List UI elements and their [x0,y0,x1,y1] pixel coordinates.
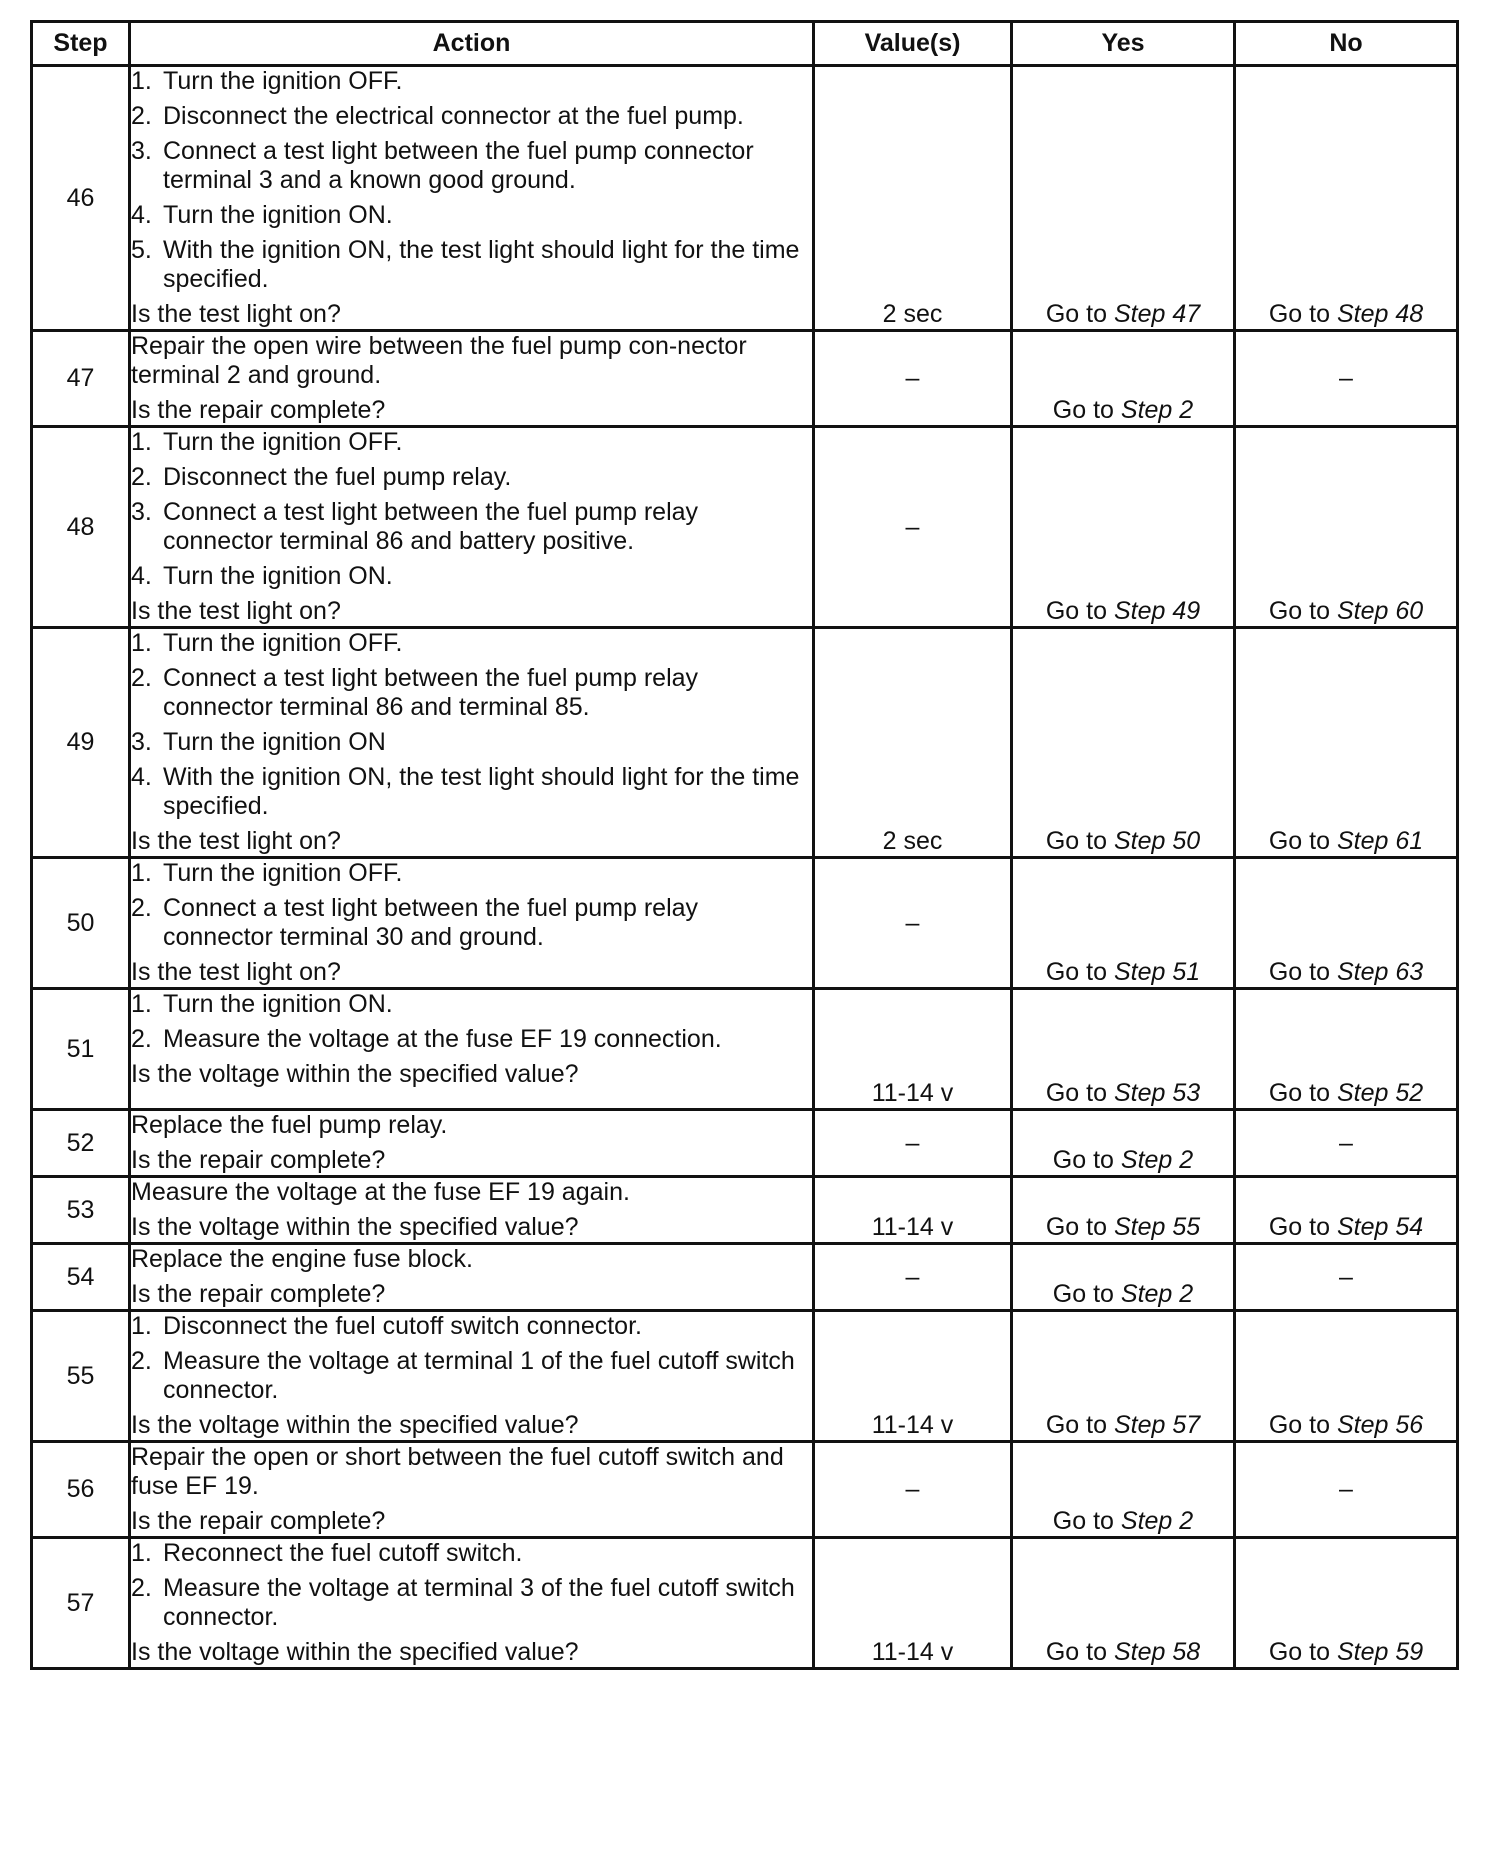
goto-step-ref: Step 51 [1113,958,1201,986]
action-question: Is the repair complete? [131,1280,386,1308]
action-steps-list [131,428,812,591]
action-step-item [131,664,812,722]
goto-prefix: Go to [1045,1638,1107,1666]
action-question: Is the repair complete? [131,1507,386,1535]
table-row [32,427,1458,628]
header-step: Step [32,22,130,66]
table-row [32,331,1458,427]
goto-step-ref: Step 48 [1336,300,1424,328]
goto-step-link[interactable] [1046,300,1200,329]
action-question: Is the test light on? [131,597,341,625]
no-cell [1235,1177,1458,1244]
action-step-item [131,629,812,658]
action-step-text: With the ignition ON, the test light should light for the time specified. [163,236,800,293]
action-step-number: 1. [131,990,152,1018]
action-step-text: Turn the ignition ON [163,728,386,756]
goto-prefix: Go to [1045,300,1107,328]
goto-step-ref: Step 52 [1336,1079,1424,1107]
no-cell: – [1235,1110,1458,1177]
value-cell: – [814,1442,1012,1538]
action-step-text: Measure the voltage at terminal 1 of the fuel cutoff switch connector. [163,1347,795,1404]
value-cell: 11-14 v [814,989,1012,1110]
goto-prefix: Go to [1045,827,1107,855]
action-question: Is the test light on? [131,827,341,855]
action-steps-list [131,629,812,821]
header-no: No [1235,22,1458,66]
yes-cell [1012,1177,1235,1244]
step-number: 46 [32,66,130,331]
action-step-text: Turn the ignition OFF. [163,428,403,456]
action-text: Measure the voltage at the fuse EF 19 again. [131,1178,630,1206]
action-step-number: 1. [131,67,152,95]
goto-prefix: Go to [1052,1280,1114,1308]
action-step-text: Turn the ignition ON. [163,990,393,1018]
value-cell: 2 sec [814,66,1012,331]
yes-cell [1012,1244,1235,1311]
action-step-item [131,1347,812,1405]
action-step-item [131,102,812,131]
goto-step-link[interactable] [1269,827,1423,856]
goto-step-ref: Step 54 [1336,1213,1424,1241]
table-body [32,66,1458,1669]
goto-prefix: Go to [1268,1213,1330,1241]
goto-step-link[interactable] [1046,1213,1200,1242]
action-step-text: Turn the ignition ON. [163,201,393,229]
step-number: 57 [32,1538,130,1669]
goto-step-link[interactable] [1053,1146,1193,1175]
goto-step-ref: Step 58 [1113,1638,1201,1666]
yes-cell [1012,1442,1235,1538]
table-row [32,989,1458,1110]
action-steps-list [131,67,812,294]
no-cell [1235,1311,1458,1442]
action-text: Replace the fuel pump relay. [131,1111,448,1139]
action-cell [130,989,814,1110]
table-row [32,1177,1458,1244]
action-step-text: With the ignition ON, the test light should light for the time specified. [163,763,800,820]
table-row [32,1244,1458,1311]
action-cell [130,331,814,427]
action-step-item [131,1312,812,1341]
goto-step-ref: Step 2 [1120,1280,1194,1308]
yes-cell [1012,427,1235,628]
action-step-item [131,201,812,230]
goto-step-ref: Step 56 [1336,1411,1424,1439]
goto-step-ref: Step 50 [1113,827,1201,855]
value-cell: 11-14 v [814,1177,1012,1244]
action-step-item [131,990,812,1019]
step-number: 55 [32,1311,130,1442]
goto-prefix: Go to [1052,1146,1114,1174]
action-step-number: 3. [131,728,152,756]
goto-prefix: Go to [1268,1411,1330,1439]
action-question: Is the repair complete? [131,1146,386,1174]
value-cell: – [814,1244,1012,1311]
table-row [32,1311,1458,1442]
table-row [32,66,1458,331]
goto-prefix: Go to [1268,958,1330,986]
yes-cell [1012,1311,1235,1442]
goto-step-link[interactable] [1269,1213,1423,1242]
action-question: Is the voltage within the specified value? [131,1213,579,1241]
goto-step-link[interactable] [1269,1638,1423,1667]
action-step-item [131,67,812,96]
action-step-item [131,1574,812,1632]
step-number: 47 [32,331,130,427]
yes-cell [1012,858,1235,989]
action-cell [130,66,814,331]
table-row [32,1538,1458,1669]
goto-step-link[interactable] [1046,827,1200,856]
yes-cell [1012,331,1235,427]
yes-cell [1012,628,1235,858]
action-step-item [131,562,812,591]
action-step-number: 4. [131,201,152,229]
no-cell [1235,858,1458,989]
action-step-number: 2. [131,102,152,130]
diagnostic-table [30,20,1459,1670]
action-cell [130,858,814,989]
goto-step-ref: Step 57 [1113,1411,1201,1439]
goto-prefix: Go to [1052,396,1114,424]
action-step-text: Disconnect the fuel pump relay. [163,463,512,491]
action-cell [130,628,814,858]
no-cell [1235,628,1458,858]
action-step-text: Measure the voltage at the fuse EF 19 connection. [163,1025,722,1053]
value-cell: 11-14 v [814,1311,1012,1442]
value-cell: – [814,1110,1012,1177]
action-cell [130,1311,814,1442]
goto-step-link[interactable] [1053,396,1193,425]
action-step-number: 4. [131,763,152,791]
action-question: Is the repair complete? [131,396,386,424]
action-question: Is the voltage within the specified value? [131,1060,579,1088]
action-step-item [131,498,812,556]
goto-step-link[interactable] [1053,1280,1193,1309]
action-step-text: Measure the voltage at terminal 3 of the fuel cutoff switch connector. [163,1574,795,1631]
action-step-text: Disconnect the fuel cutoff switch connector. [163,1312,642,1340]
action-question: Is the test light on? [131,300,341,328]
goto-step-ref: Step 2 [1120,1146,1194,1174]
step-number: 49 [32,628,130,858]
no-cell [1235,66,1458,331]
action-step-number: 1. [131,1312,152,1340]
goto-prefix: Go to [1052,1507,1114,1535]
goto-step-link[interactable] [1053,1507,1193,1536]
goto-step-ref: Step 53 [1113,1079,1201,1107]
goto-prefix: Go to [1268,827,1330,855]
header-row [32,22,1458,66]
step-number: 53 [32,1177,130,1244]
action-step-text: Turn the ignition OFF. [163,67,403,95]
goto-step-ref: Step 60 [1336,597,1424,625]
value-cell: 2 sec [814,628,1012,858]
step-number: 52 [32,1110,130,1177]
goto-prefix: Go to [1268,1638,1330,1666]
goto-step-ref: Step 59 [1336,1638,1424,1666]
goto-prefix: Go to [1045,1213,1107,1241]
goto-step-ref: Step 63 [1336,958,1424,986]
yes-cell [1012,989,1235,1110]
step-number: 54 [32,1244,130,1311]
action-steps-list [131,1312,812,1405]
goto-step-link[interactable] [1046,597,1200,626]
step-number: 56 [32,1442,130,1538]
action-step-number: 4. [131,562,152,590]
action-step-item [131,728,812,757]
no-cell [1235,989,1458,1110]
action-step-text: Connect a test light between the fuel pump connector terminal 3 and a known good ground. [163,137,754,194]
goto-step-ref: Step 2 [1120,396,1194,424]
action-cell [130,1538,814,1669]
goto-step-link[interactable] [1046,958,1200,987]
action-step-number: 5. [131,236,152,264]
action-step-number: 2. [131,1347,152,1375]
goto-prefix: Go to [1268,300,1330,328]
action-step-number: 2. [131,1574,152,1602]
action-step-text: Connect a test light between the fuel pump relay connector terminal 86 and terminal 85. [163,664,699,721]
value-cell: – [814,427,1012,628]
value-cell: 11-14 v [814,1538,1012,1669]
goto-step-link[interactable] [1269,597,1423,626]
action-step-text: Reconnect the fuel cutoff switch. [163,1539,523,1567]
action-question: Is the voltage within the specified value? [131,1638,579,1666]
goto-step-link[interactable] [1269,1079,1423,1108]
header-action: Action [130,22,814,66]
goto-step-ref: Step 61 [1336,827,1424,855]
goto-prefix: Go to [1268,1079,1330,1107]
no-cell [1235,427,1458,628]
goto-step-link[interactable] [1269,958,1423,987]
goto-prefix: Go to [1268,597,1330,625]
action-step-text: Disconnect the electrical connector at the fuel pump. [163,102,744,130]
yes-cell [1012,1538,1235,1669]
goto-step-ref: Step 47 [1113,300,1201,328]
step-number: 51 [32,989,130,1110]
action-text: Replace the engine fuse block. [131,1245,473,1273]
table-row [32,628,1458,858]
goto-prefix: Go to [1045,958,1107,986]
action-step-item [131,1025,812,1054]
action-steps-list [131,990,812,1054]
action-cell [130,1244,814,1311]
table-row [32,1442,1458,1538]
value-cell: – [814,858,1012,989]
action-step-text: Connect a test light between the fuel pump relay connector terminal 86 and battery positive. [163,498,699,555]
header-values: Value(s) [814,22,1012,66]
no-cell [1235,1538,1458,1669]
action-step-text: Turn the ignition OFF. [163,629,403,657]
no-cell: – [1235,1244,1458,1311]
action-step-item [131,428,812,457]
action-text: Repair the open wire between the fuel pump con-nector terminal 2 and ground. [131,332,747,389]
value-cell: – [814,331,1012,427]
goto-step-link[interactable] [1269,300,1423,329]
action-step-text: Turn the ignition ON. [163,562,393,590]
action-step-number: 1. [131,428,152,456]
table-row [32,1110,1458,1177]
action-step-item [131,763,812,821]
action-question: Is the voltage within the specified value? [131,1411,579,1439]
header-yes: Yes [1012,22,1235,66]
step-number: 50 [32,858,130,989]
yes-cell [1012,66,1235,331]
action-cell [130,1177,814,1244]
action-question: Is the test light on? [131,958,341,986]
action-step-number: 1. [131,1539,152,1567]
action-cell [130,1442,814,1538]
goto-step-ref: Step 49 [1113,597,1201,625]
action-step-number: 1. [131,629,152,657]
goto-step-link[interactable] [1269,1411,1423,1440]
action-step-number: 1. [131,859,152,887]
table-row [32,858,1458,989]
goto-step-link[interactable] [1046,1079,1200,1108]
action-step-number: 3. [131,137,152,165]
action-step-item [131,137,812,195]
yes-cell [1012,1110,1235,1177]
goto-prefix: Go to [1045,597,1107,625]
no-cell: – [1235,331,1458,427]
action-step-item [131,894,812,952]
action-step-item [131,463,812,492]
goto-prefix: Go to [1045,1079,1107,1107]
action-step-item [131,1539,812,1568]
goto-step-ref: Step 2 [1120,1507,1194,1535]
action-step-number: 2. [131,894,152,922]
action-steps-list [131,859,812,952]
action-step-number: 2. [131,1025,152,1053]
action-text: Repair the open or short between the fuel cutoff switch and fuse EF 19. [131,1443,784,1500]
goto-step-ref: Step 55 [1113,1213,1201,1241]
no-cell: – [1235,1442,1458,1538]
step-number: 48 [32,427,130,628]
action-cell [130,1110,814,1177]
action-step-text: Turn the ignition OFF. [163,859,403,887]
action-cell [130,427,814,628]
goto-step-link[interactable] [1046,1411,1200,1440]
action-step-number: 2. [131,463,152,491]
action-steps-list [131,1539,812,1632]
action-step-item [131,859,812,888]
action-step-item [131,236,812,294]
action-step-text: Connect a test light between the fuel pump relay connector terminal 30 and ground. [163,894,699,951]
goto-step-link[interactable] [1046,1638,1200,1667]
goto-prefix: Go to [1045,1411,1107,1439]
action-step-number: 3. [131,498,152,526]
action-step-number: 2. [131,664,152,692]
